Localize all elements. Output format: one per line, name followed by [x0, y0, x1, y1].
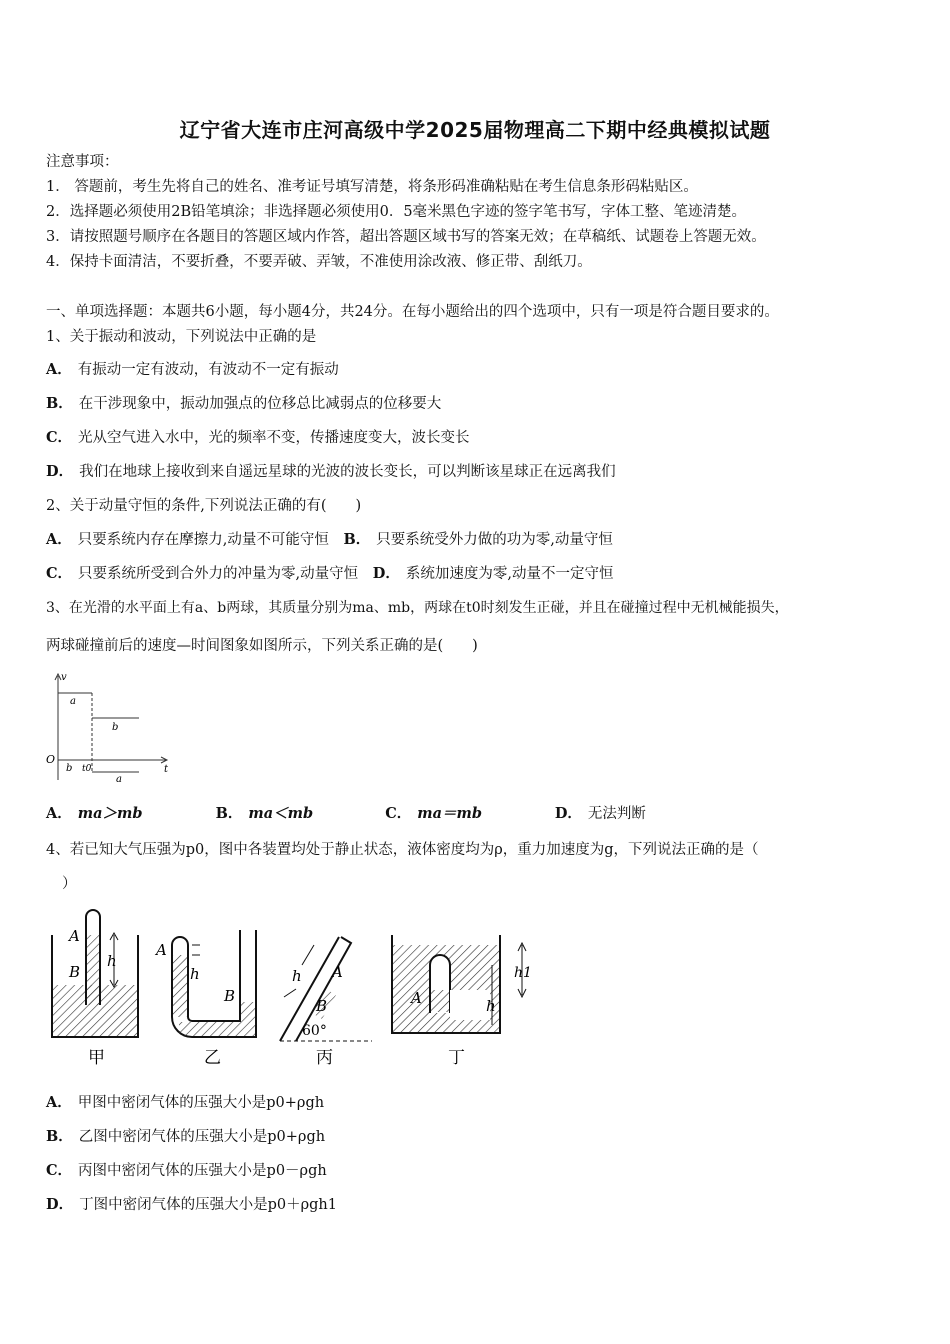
diagram-yi	[154, 930, 256, 1068]
diagram-ding	[392, 935, 532, 1068]
velocity-time-graph	[44, 668, 174, 788]
jia-label-a: A	[69, 927, 80, 945]
option-letter: B．	[343, 531, 371, 548]
option-letter: A．	[46, 531, 72, 548]
origin-label: O	[46, 753, 56, 766]
caption-bing: 丙	[316, 1048, 333, 1068]
q2-option-c	[46, 564, 358, 584]
q1-option-a	[46, 360, 339, 380]
q1-option-b	[46, 394, 441, 414]
notice-item-3: 3．请按照题号顺序在各题目的答题区域内作答，超出答题区域书写的答案无效；在草稿纸、试题卷上答题无效。	[46, 229, 766, 245]
section-heading: 一、单项选择题：本题共6小题，每小题4分，共24分。在每小题给出的四个选项中，只有一项是符合题目要求的。	[46, 304, 779, 320]
option-text: 丁图中密闭气体的压强大小是p0＋ρgh1	[79, 1197, 337, 1213]
option-text: ma＝mb	[417, 805, 482, 822]
bing-label-a: A	[332, 963, 343, 981]
option-letter: D．	[554, 805, 582, 822]
option-letter: A．	[46, 805, 72, 822]
notice-item-2: 2．选择题必须使用2B铅笔填涂；非选择题必须使用0．5毫米黑色字迹的签字笔书写，字体工整、笔迹清楚。	[46, 204, 747, 220]
option-letter: D．	[46, 1196, 74, 1213]
q2-option-d	[373, 564, 614, 584]
yi-right-liquid	[241, 1002, 255, 1022]
q2-option-a	[46, 530, 329, 550]
yi-label-h: h	[190, 965, 200, 983]
yi-h-ticks	[192, 945, 200, 955]
ding-tube-liquid	[431, 990, 449, 1012]
t0-label: t0	[82, 764, 92, 774]
notice-heading: 注意事项：	[46, 154, 119, 170]
option-text: 我们在地球上接收到来自遥远星球的光波的波长变长，可以判断该星球正在远离我们	[79, 464, 616, 480]
caption-jia: 甲	[88, 1048, 105, 1068]
q2-options-cd	[46, 564, 613, 584]
option-text: 系统加速度为零,动量不一定守恒	[405, 566, 614, 582]
jia-label-b: B	[69, 963, 81, 981]
bing-angle: 60°	[302, 1023, 327, 1039]
q4-stem-line-1: 4、若已知大气压强为p0，图中各装置均处于静止状态，液体密度均为ρ，重力加速度为g，下列说法正确的是（	[46, 842, 759, 858]
option-text: ma＞mb	[77, 805, 143, 822]
q3-option-c	[385, 804, 550, 824]
q1-option-c	[46, 428, 470, 448]
option-text: 只要系统内存在摩擦力,动量不可能守恒	[77, 532, 329, 548]
a-after-label: a	[116, 774, 122, 785]
caption-yi: 乙	[204, 1048, 221, 1068]
q4-option-b	[46, 1127, 325, 1147]
q1-stem: 1、关于振动和波动，下列说法中正确的是	[46, 329, 317, 345]
q1-option-d	[46, 462, 616, 482]
option-text: 乙图中密闭气体的压强大小是p0+ρgh	[78, 1129, 326, 1145]
option-text: 有振动一定有波动，有波动不一定有振动	[77, 362, 339, 378]
option-text: 无法判断	[587, 806, 646, 822]
yi-label-a: A	[156, 941, 167, 959]
yi-bottom-liquid	[179, 1022, 255, 1036]
bing-arrow-top	[302, 945, 314, 965]
diagram-jia	[52, 910, 138, 1068]
q2-options-ab	[46, 530, 613, 550]
caption-ding: 丁	[448, 1048, 465, 1068]
b-before-label: b	[66, 763, 73, 774]
option-letter: B．	[215, 805, 243, 822]
option-text: ma＜mb	[248, 805, 314, 822]
jia-tube-liquid	[87, 935, 99, 1005]
bing-arrow-bottom	[284, 989, 296, 997]
option-letter: B．	[46, 1128, 73, 1145]
q3-option-a	[46, 804, 211, 824]
bing-label-b: B	[316, 997, 328, 1015]
ding-gap	[450, 990, 490, 1020]
option-letter: A．	[46, 361, 72, 378]
notice-item-1: 1． 答题前，考生先将自己的姓名、准考证号填写清楚，将条形码准确粘贴在考生信息条形码粘贴区。	[46, 179, 698, 195]
v-axis-label: v	[61, 672, 67, 683]
option-text: 只要系统受外力做的功为零,动量守恒	[376, 532, 613, 548]
option-text: 在干涉现象中，振动加强点的位移总比减弱点的位移要大	[78, 396, 442, 412]
diagram-bing	[280, 937, 372, 1068]
option-letter: A．	[46, 1094, 72, 1111]
option-letter: C．	[46, 565, 73, 582]
option-letter: D．	[46, 463, 74, 480]
q4-option-d	[46, 1195, 337, 1215]
q2-stem: 2、关于动量守恒的条件,下列说法正确的有( )	[46, 498, 362, 514]
q3-option-d	[555, 804, 646, 824]
yi-left-liquid	[173, 955, 187, 1017]
option-letter: C．	[46, 1162, 73, 1179]
q3-options	[46, 804, 646, 824]
option-letter: C．	[46, 429, 73, 446]
notice-item-4: 4．保持卡面清洁，不要折叠，不要弄破、弄皱，不准使用涂改液、修正带、刮纸刀。	[46, 254, 592, 270]
b-after-label: b	[112, 722, 119, 733]
ding-label-h1: h1	[514, 965, 532, 981]
option-letter: B．	[46, 395, 73, 412]
option-text: 光从空气进入水中，光的频率不变，传播速度变大，波长变长	[78, 430, 470, 446]
q3-stem-line-1: 3、在光滑的水平面上有a、b两球，其质量分别为ma、mb，两球在t0时刻发生正碰，并且在碰撞过程中无机械能损失，	[46, 600, 789, 616]
bing-label-h: h	[292, 967, 302, 985]
option-letter: D．	[372, 565, 400, 582]
option-text: 甲图中密闭气体的压强大小是p0+ρgh	[77, 1095, 325, 1111]
q4-option-a	[46, 1093, 324, 1113]
option-text: 只要系统所受到合外力的冲量为零,动量守恒	[78, 566, 359, 582]
pressure-apparatus-figure	[44, 905, 544, 1075]
option-text: 丙图中密闭气体的压强大小是p0－ρgh	[78, 1163, 327, 1179]
q2-option-b	[343, 530, 612, 550]
page-title: 辽宁省大连市庄河高级中学2025届物理高二下期中经典模拟试题	[179, 118, 771, 142]
q3-option-b	[216, 804, 381, 824]
ding-label-h: h	[486, 997, 496, 1015]
ding-label-a: A	[411, 989, 422, 1007]
q4-option-c	[46, 1161, 327, 1181]
q3-stem-line-2: 两球碰撞前后的速度—时间图象如图所示，下列关系正确的是( )	[46, 638, 478, 654]
option-letter: C．	[385, 805, 412, 822]
yi-label-b: B	[224, 987, 236, 1005]
q4-stem-line-2: ）	[62, 876, 77, 892]
a-before-label: a	[70, 696, 76, 707]
jia-label-h: h	[107, 952, 117, 970]
t-axis-label: t	[164, 764, 169, 775]
